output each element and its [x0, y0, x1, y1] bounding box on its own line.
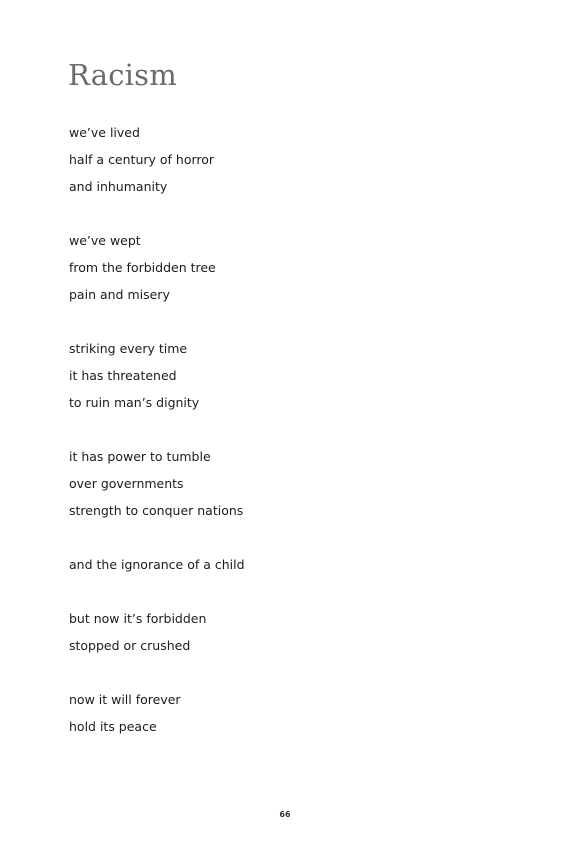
poem-line: and the ignorance of a child	[69, 557, 245, 572]
poem-line: pain and misery	[69, 287, 170, 302]
stanza-6	[69, 605, 509, 659]
poem-line: stopped or crushed	[69, 638, 191, 653]
poem-line: from the forbidden tree	[69, 260, 216, 275]
poem-line: it has power to tumble	[69, 449, 211, 464]
poem-line: it has threatened	[69, 368, 177, 383]
poem-line: strength to conquer nations	[69, 503, 244, 518]
poem-line: we’ve wept	[69, 233, 141, 248]
stanza-5	[69, 551, 509, 578]
stanza-7	[69, 686, 509, 740]
poem-line: over governments	[69, 476, 184, 491]
poem-line: hold its peace	[69, 719, 157, 734]
poem-line: but now it’s forbidden	[69, 611, 207, 626]
page-number: 66	[279, 810, 291, 819]
poem-line: now it will forever	[69, 692, 181, 707]
poem-title: Racism	[68, 58, 177, 92]
poem-line: and inhumanity	[69, 179, 168, 194]
poem-line: half a century of horror	[69, 152, 215, 167]
poem-line: we’ve lived	[69, 125, 140, 140]
stanza-2	[69, 227, 509, 308]
poem-line: to ruin man’s dignity	[69, 395, 200, 410]
stanza-4	[69, 443, 509, 524]
stanza-3	[69, 335, 509, 416]
poem-line: striking every time	[69, 341, 188, 356]
poem-body	[69, 119, 509, 767]
stanza-1	[69, 119, 509, 200]
